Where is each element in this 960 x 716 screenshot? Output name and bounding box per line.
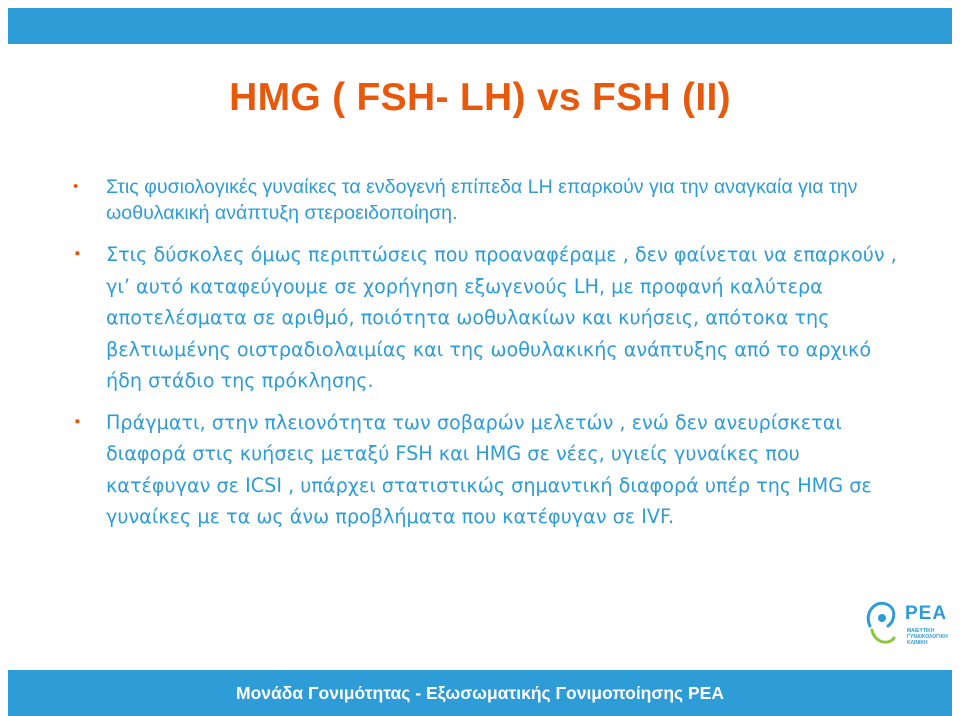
slide-title: HMG ( FSH- LH) vs FSH (II) — [229, 76, 731, 119]
bullet-text: Στις φυσιολογικές γυναίκες τα ενδογενή επίπεδα LH επαρκούν για την αναγκαία για την ωοθυλακική ανάπτυξη στεροειδοποίηση. — [106, 176, 858, 224]
bullet-marker: • — [73, 245, 82, 263]
clinic-logo — [862, 596, 952, 652]
footer-bar — [8, 670, 952, 716]
mother-child-logo-icon — [862, 596, 904, 652]
bullet-item-2 — [70, 239, 900, 397]
bullet-item-3 — [70, 407, 900, 533]
top-banner — [8, 8, 952, 44]
bullet-marker: • — [73, 412, 82, 431]
logo-subtitle: ΜΑΙΕΥΤΙΚΗ ΓΥΝΑΙΚΟΛΟΓΙΚΗ ΚΛΙΝΙΚΗ — [907, 628, 948, 646]
bullet-text: Στις δύσκολες όμως περιπτώσεις που προαναφέραμε , δεν φαίνεται να επαρκούν , γι’ αυτό καταφεύγουμε σε χορήγηση εξωγενούς LH, με προφανή καλύτερα αποτελέσματα σε αριθμό, ποιότητα ωοθυλακίων και κυήσεις, απότοκα της βελτιωμένης οιστραδιολαιμίας και της ωοθυλακικής ανάπτυξης από το αρχικό ήδη στάδιο της πρόκλησης. — [106, 243, 897, 392]
bullet-marker: • — [73, 178, 79, 195]
bullet-list — [70, 174, 900, 543]
bullet-text: Πράγματι, στην πλειονότητα των σοβαρών μελετών , ενώ δεν ανευρίσκεται διαφορά στις κυήσεις μεταξύ FSH και HMG σε νέες, υγιείς γυναίκες που κατέφυγαν σε ICSI , υπάρχει στατιστικώς σημαντική διαφορά υπέρ της HMG σε γυναίκες με τα ως άνω προβλήματα που κατέφυγαν σε IVF. — [106, 410, 872, 528]
bullet-item-1 — [70, 174, 900, 226]
logo-name: ΡΕΑ — [905, 603, 948, 624]
footer-text: Μονάδα Γονιμότητας - Εξωσωματικής Γονιμοποίησης ΡΕΑ — [236, 683, 724, 703]
